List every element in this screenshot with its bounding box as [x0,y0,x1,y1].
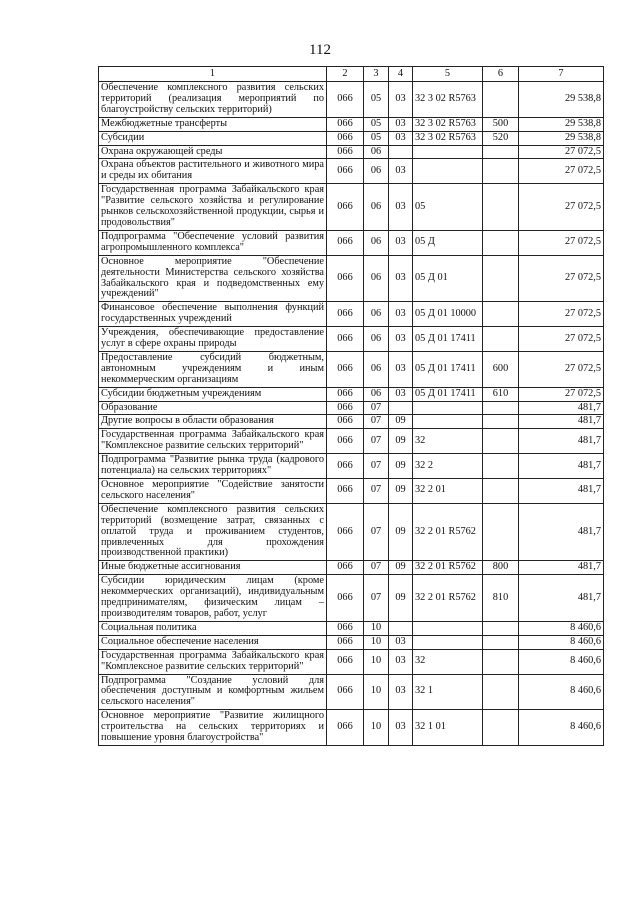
amount-cell: 27 072,5 [519,230,604,255]
section-code-cell: 06 [364,302,389,327]
target-article-cell: 05 Д 01 17411 [413,327,483,352]
target-article-cell: 32 [413,649,483,674]
amount-cell: 8 460,6 [519,635,604,649]
ministry-code-cell: 066 [327,327,364,352]
section-code-cell: 07 [364,401,389,415]
table-row [99,230,604,255]
row-name-cell: Обеспечение комплексного развития сельских территорий (возмещение затрат, связанных с оплатой труда и проживанием студентов, привлеченных для прохождения производственной практики) [99,503,327,561]
amount-cell: 481,7 [519,429,604,454]
ministry-code-cell: 066 [327,429,364,454]
table-row [99,561,604,575]
amount-cell: 481,7 [519,401,604,415]
expense-type-cell: 800 [483,561,519,575]
target-article-cell [413,145,483,159]
ministry-code-cell: 066 [327,503,364,561]
target-article-cell [413,401,483,415]
table-row [99,131,604,145]
subsection-code-cell: 03 [389,159,413,184]
amount-cell: 481,7 [519,479,604,504]
amount-cell: 481,7 [519,503,604,561]
table-row [99,302,604,327]
table-row [99,327,604,352]
section-code-cell: 05 [364,117,389,131]
amount-cell: 27 072,5 [519,159,604,184]
section-code-cell: 10 [364,635,389,649]
amount-cell: 8 460,6 [519,649,604,674]
table-row [99,351,604,387]
target-article-cell: 32 3 02 R5763 [413,117,483,131]
table-row [99,479,604,504]
amount-cell: 29 538,8 [519,131,604,145]
column-header: 5 [413,67,483,82]
section-code-cell: 07 [364,429,389,454]
expense-type-cell [483,429,519,454]
row-name-cell: Предоставление субсидий бюджетным, автономным учреждениям и иным некоммерческим организациям [99,351,327,387]
section-code-cell: 05 [364,131,389,145]
amount-cell: 29 538,8 [519,117,604,131]
expense-type-cell [483,635,519,649]
target-article-cell: 32 3 02 R5763 [413,131,483,145]
section-code-cell: 10 [364,710,389,746]
table-row [99,635,604,649]
target-article-cell: 05 Д 01 10000 [413,302,483,327]
table-row [99,649,604,674]
section-code-cell: 07 [364,503,389,561]
table-row [99,710,604,746]
expense-type-cell [483,82,519,118]
row-name-cell: Подпрограмма "Создание условий для обеспечения доступным и комфортным жильем сельского населения" [99,674,327,710]
ministry-code-cell: 066 [327,479,364,504]
expense-type-cell [483,255,519,302]
subsection-code-cell: 03 [389,131,413,145]
section-code-cell: 10 [364,674,389,710]
subsection-code-cell: 09 [389,479,413,504]
table-row [99,255,604,302]
subsection-code-cell: 03 [389,674,413,710]
subsection-code-cell: 03 [389,117,413,131]
section-code-cell: 06 [364,145,389,159]
table-row [99,503,604,561]
ministry-code-cell: 066 [327,561,364,575]
ministry-code-cell: 066 [327,401,364,415]
ministry-code-cell: 066 [327,184,364,231]
table-row [99,621,604,635]
table-row [99,454,604,479]
amount-cell: 27 072,5 [519,302,604,327]
section-code-cell: 06 [364,387,389,401]
expense-type-cell [483,454,519,479]
table-row [99,415,604,429]
ministry-code-cell: 066 [327,145,364,159]
target-article-cell: 32 [413,429,483,454]
row-name-cell: Субсидии бюджетным учреждениям [99,387,327,401]
column-header: 3 [364,67,389,82]
row-name-cell: Подпрограмма "Развитие рынка труда (кадрового потенциала) на сельских территориях" [99,454,327,479]
subsection-code-cell [389,145,413,159]
section-code-cell: 06 [364,327,389,352]
ministry-code-cell: 066 [327,302,364,327]
section-code-cell: 07 [364,575,389,622]
subsection-code-cell: 03 [389,635,413,649]
ministry-code-cell: 066 [327,131,364,145]
column-header: 1 [99,67,327,82]
amount-cell: 481,7 [519,575,604,622]
target-article-cell [413,415,483,429]
section-code-cell: 06 [364,255,389,302]
expense-type-cell [483,302,519,327]
ministry-code-cell: 066 [327,255,364,302]
target-article-cell: 32 1 01 [413,710,483,746]
target-article-cell: 05 Д 01 [413,255,483,302]
amount-cell: 481,7 [519,561,604,575]
amount-cell: 8 460,6 [519,621,604,635]
table-row [99,117,604,131]
expense-type-cell [483,145,519,159]
ministry-code-cell: 066 [327,649,364,674]
section-code-cell: 06 [364,351,389,387]
ministry-code-cell: 066 [327,82,364,118]
amount-cell: 27 072,5 [519,351,604,387]
expense-type-cell: 520 [483,131,519,145]
subsection-code-cell: 09 [389,429,413,454]
ministry-code-cell: 066 [327,351,364,387]
ministry-code-cell: 066 [327,159,364,184]
expense-type-cell [483,710,519,746]
subsection-code-cell [389,401,413,415]
column-header: 7 [519,67,604,82]
expense-type-cell [483,649,519,674]
expense-type-cell [483,415,519,429]
amount-cell: 27 072,5 [519,184,604,231]
expense-type-cell [483,327,519,352]
row-name-cell: Другие вопросы в области образования [99,415,327,429]
section-code-cell: 07 [364,561,389,575]
subsection-code-cell: 09 [389,415,413,429]
expense-type-cell [483,184,519,231]
row-name-cell: Социальная политика [99,621,327,635]
expense-type-cell: 600 [483,351,519,387]
subsection-code-cell: 03 [389,184,413,231]
row-name-cell: Охрана окружающей среды [99,145,327,159]
column-header: 2 [327,67,364,82]
expense-type-cell: 610 [483,387,519,401]
ministry-code-cell: 066 [327,635,364,649]
target-article-cell: 32 3 02 R5763 [413,82,483,118]
target-article-cell: 05 Д 01 17411 [413,387,483,401]
table-row [99,387,604,401]
row-name-cell: Финансовое обеспечение выполнения функций государственных учреждений [99,302,327,327]
ministry-code-cell: 066 [327,674,364,710]
target-article-cell [413,621,483,635]
ministry-code-cell: 066 [327,117,364,131]
section-code-cell: 05 [364,82,389,118]
target-article-cell: 32 2 01 R5762 [413,561,483,575]
section-code-cell: 10 [364,621,389,635]
subsection-code-cell [389,621,413,635]
section-code-cell: 06 [364,159,389,184]
page-number: 112 [309,42,331,58]
table-body [99,82,604,746]
row-name-cell: Основное мероприятие "Развитие жилищного строительства на сельских территориях и повышение уровня благоустройства" [99,710,327,746]
table-header-row [99,67,604,82]
ministry-code-cell: 066 [327,454,364,479]
expense-type-cell: 810 [483,575,519,622]
row-name-cell: Субсидии юридическим лицам (кроме некоммерческих организаций), индивидуальным предпринимателям, физическим лицам – производителям товаров, работ, услуг [99,575,327,622]
column-header: 4 [389,67,413,82]
table-row [99,159,604,184]
subsection-code-cell: 03 [389,82,413,118]
target-article-cell: 32 2 01 R5762 [413,575,483,622]
amount-cell: 8 460,6 [519,710,604,746]
expense-type-cell [483,674,519,710]
target-article-cell [413,635,483,649]
table-row [99,674,604,710]
table-row [99,145,604,159]
amount-cell: 8 460,6 [519,674,604,710]
row-name-cell: Образование [99,401,327,415]
ministry-code-cell: 066 [327,415,364,429]
ministry-code-cell: 066 [327,387,364,401]
row-name-cell: Основное мероприятие "Содействие занятости сельского населения" [99,479,327,504]
amount-cell: 481,7 [519,454,604,479]
section-code-cell: 06 [364,230,389,255]
row-name-cell: Субсидии [99,131,327,145]
row-name-cell: Государственная программа Забайкальского края "Комплексное развитие сельских территорий" [99,429,327,454]
amount-cell: 27 072,5 [519,255,604,302]
row-name-cell: Государственная программа Забайкальского края "Комплексное развитие сельских территорий" [99,649,327,674]
target-article-cell: 05 [413,184,483,231]
subsection-code-cell: 09 [389,503,413,561]
subsection-code-cell: 03 [389,649,413,674]
table-row [99,184,604,231]
amount-cell: 27 072,5 [519,387,604,401]
row-name-cell: Иные бюджетные ассигнования [99,561,327,575]
ministry-code-cell: 066 [327,230,364,255]
row-name-cell: Обеспечение комплексного развития сельских территорий (реализация мероприятий по благоустройству сельских территорий) [99,82,327,118]
amount-cell: 27 072,5 [519,145,604,159]
expense-type-cell [483,159,519,184]
row-name-cell: Основное мероприятие "Обеспечение деятельности Министерства сельского хозяйства Забайкальского края и подведомственных ему учреждений" [99,255,327,302]
column-header: 6 [483,67,519,82]
subsection-code-cell: 03 [389,710,413,746]
subsection-code-cell: 03 [389,387,413,401]
expense-type-cell [483,621,519,635]
row-name-cell: Охрана объектов растительного и животного мира и среды их обитания [99,159,327,184]
section-code-cell: 07 [364,479,389,504]
target-article-cell: 32 1 [413,674,483,710]
amount-cell: 27 072,5 [519,327,604,352]
target-article-cell: 05 Д 01 17411 [413,351,483,387]
table-row [99,429,604,454]
subsection-code-cell: 03 [389,327,413,352]
table-row [99,82,604,118]
ministry-code-cell: 066 [327,710,364,746]
expense-type-cell [483,230,519,255]
expense-type-cell [483,479,519,504]
section-code-cell: 07 [364,454,389,479]
subsection-code-cell: 09 [389,454,413,479]
row-name-cell: Государственная программа Забайкальского края "Развитие сельского хозяйства и регулирование рынков сельскохозяйственной продукции, сырья и продовольствия" [99,184,327,231]
target-article-cell: 32 2 01 [413,479,483,504]
expense-type-cell [483,503,519,561]
row-name-cell: Межбюджетные трансферты [99,117,327,131]
row-name-cell: Учреждения, обеспечивающие предоставление услуг в сфере охраны природы [99,327,327,352]
amount-cell: 29 538,8 [519,82,604,118]
section-code-cell: 07 [364,415,389,429]
budget-table [98,66,604,746]
table-row [99,401,604,415]
subsection-code-cell: 03 [389,230,413,255]
target-article-cell: 32 2 01 R5762 [413,503,483,561]
section-code-cell: 06 [364,184,389,231]
row-name-cell: Подпрограмма "Обеспечение условий развития агропромышленного комплекса" [99,230,327,255]
ministry-code-cell: 066 [327,575,364,622]
ministry-code-cell: 066 [327,621,364,635]
subsection-code-cell: 09 [389,575,413,622]
target-article-cell [413,159,483,184]
target-article-cell: 32 2 [413,454,483,479]
subsection-code-cell: 03 [389,255,413,302]
table-row [99,575,604,622]
amount-cell: 481,7 [519,415,604,429]
subsection-code-cell: 09 [389,561,413,575]
section-code-cell: 10 [364,649,389,674]
row-name-cell: Социальное обеспечение населения [99,635,327,649]
expense-type-cell: 500 [483,117,519,131]
subsection-code-cell: 03 [389,302,413,327]
subsection-code-cell: 03 [389,351,413,387]
expense-type-cell [483,401,519,415]
target-article-cell: 05 Д [413,230,483,255]
